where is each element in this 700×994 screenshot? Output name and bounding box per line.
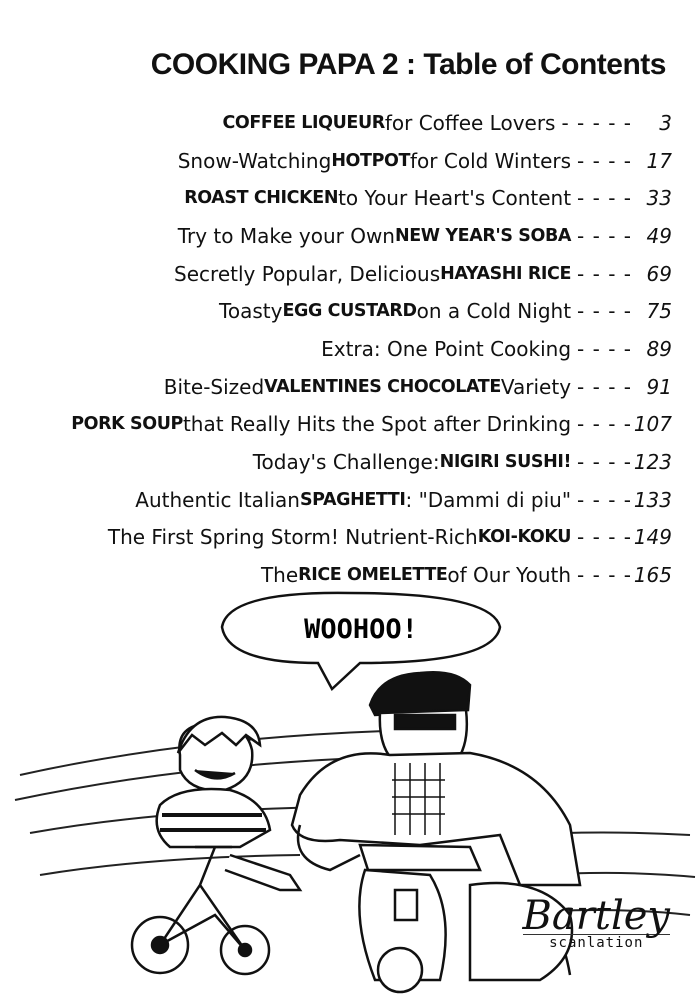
toc-entry — [12, 368, 672, 406]
table-of-contents — [12, 104, 672, 594]
entry-dish: COFFEE LIQUEUR — [222, 112, 385, 133]
dot-leader: - - - - — [577, 336, 632, 361]
dot-leader: - - - - — [577, 487, 632, 512]
entry-text: Secretly Popular, Delicious — [174, 261, 441, 286]
dot-leader: - - - - — [577, 148, 632, 173]
entry-dish: KOI-KOKU — [477, 527, 572, 548]
entry-text: of Our Youth — [447, 563, 572, 588]
page-title: COOKING PAPA 2 : Table of Contents — [150, 48, 666, 81]
page-number: 133 — [633, 487, 672, 512]
entry-text: Toasty — [219, 299, 283, 324]
entry-text: The — [260, 563, 299, 588]
page-number: 69 — [646, 261, 672, 286]
dot-leader: - - - - — [577, 223, 632, 248]
entry-dish: PORK SOUP — [71, 414, 183, 435]
entry-dish: NIGIRI SUSHI! — [439, 452, 572, 473]
entry-dish: ROAST CHICKEN — [184, 188, 339, 209]
speech-bubble-text: WOOHOO! — [304, 614, 418, 645]
page-number: 89 — [646, 336, 672, 361]
dot-leader: - - - - — [577, 412, 632, 437]
page-number: 49 — [646, 223, 672, 248]
toc-entry — [12, 519, 672, 557]
page-number: 17 — [646, 148, 672, 173]
page-number: 33 — [646, 186, 672, 211]
entry-text: to Your Heart's Content — [338, 186, 572, 211]
logo-sub: scanlation — [523, 934, 671, 951]
toc-entry — [12, 255, 672, 293]
speech-bubble — [222, 593, 500, 689]
boy-figure — [157, 717, 300, 890]
page-number: 149 — [633, 525, 672, 550]
toc-entry — [12, 217, 672, 255]
entry-text: The First Spring Storm! Nutrient-Rich — [107, 525, 478, 550]
dot-leader: - - - - — [577, 374, 632, 399]
entry-dish: VALENTINES CHOCOLATE — [264, 376, 501, 397]
entry-text: Bite-Sized — [163, 374, 265, 399]
entry-text: Authentic Italian — [135, 487, 300, 512]
page-number: 107 — [633, 412, 672, 437]
entry-text: for Cold Winters — [410, 148, 572, 173]
entry-text: : "Dammi di piu" — [405, 487, 572, 512]
toc-entry — [12, 142, 672, 180]
dot-leader: - - - - — [577, 525, 632, 550]
toc-entry — [12, 481, 672, 519]
entry-text: Try to Make your Own — [177, 223, 395, 248]
entry-text: that Really Hits the Spot after Drinking — [182, 412, 572, 437]
toc-entry — [12, 330, 672, 368]
entry-text: on a Cold Night — [416, 299, 572, 324]
scanlator-logo — [522, 893, 671, 951]
dot-leader: - - - - — [577, 261, 632, 286]
entry-dish: EGG CUSTARD — [282, 301, 417, 322]
page-number: 91 — [646, 374, 672, 399]
page-number: 3 — [659, 110, 672, 135]
logo-main: Bartley — [522, 893, 670, 939]
entry-text: Snow-Watching — [177, 148, 332, 173]
toc-entry — [12, 104, 672, 142]
entry-text: Today's Challenge: — [252, 450, 440, 475]
page-number: 165 — [633, 563, 672, 588]
page-number: 75 — [646, 299, 672, 324]
entry-dish: NEW YEAR'S SOBA — [394, 225, 572, 246]
dot-leader: - - - - - — [561, 110, 632, 135]
page-number: 123 — [633, 450, 672, 475]
toc-entry — [12, 443, 672, 481]
dot-leader: - - - - — [577, 450, 632, 475]
dot-leader: - - - - — [577, 563, 632, 588]
entry-dish: HAYASHI RICE — [440, 263, 572, 284]
toc-entry — [12, 406, 672, 444]
toc-entry — [12, 179, 672, 217]
entry-dish: SPAGHETTI — [299, 489, 406, 510]
dot-leader: - - - - — [577, 299, 632, 324]
entry-text: Extra: One Point Cooking — [321, 336, 572, 361]
entry-text: for Coffee Lovers — [384, 110, 556, 135]
dot-leader: - - - - — [577, 186, 632, 211]
entry-text: Variety — [500, 374, 572, 399]
entry-dish: RICE OMELETTE — [298, 565, 448, 586]
toc-entry — [12, 292, 672, 330]
entry-dish: HOTPOT — [331, 150, 411, 171]
